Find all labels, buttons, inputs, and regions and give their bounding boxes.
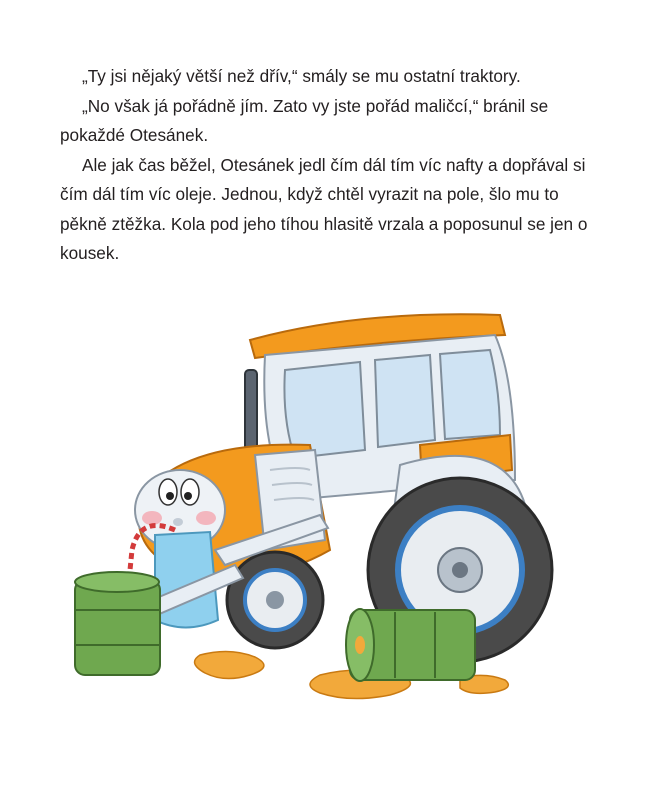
cab-window [375,355,435,447]
cab-window [284,362,365,458]
eye [159,479,177,505]
barrel-fallen [346,609,475,681]
story-text [60,62,605,269]
cab-window [440,350,500,439]
exhaust-pipe [245,370,257,450]
eye [181,479,199,505]
oil-puddle [195,651,264,678]
barrel-left [75,572,160,675]
front-wheel [227,552,323,648]
paragraph-3: Ale jak čas běžel, Otesánek jedl čím dál tím víc nafty a dopřával si čím dál tím víc oleje. Jednou, když chtěl vyrazit na pole, šlo mu to pěkně ztěžka. Kola pod jeho tíhou hlasitě vrzala a poposunul se jen o kousek. [60,154,588,263]
paragraph-2: „No však já pořádně jím. Zato vy jste pořád maličcí,“ bránil se pokaždé Otesánek. [60,95,549,145]
paragraph-1: „Ty jsi nějaký větší než dřív,“ smály se mu ostatní traktory. [82,66,521,86]
tractor-illustration [60,300,580,730]
cheek [196,511,216,525]
cheek [142,511,162,525]
